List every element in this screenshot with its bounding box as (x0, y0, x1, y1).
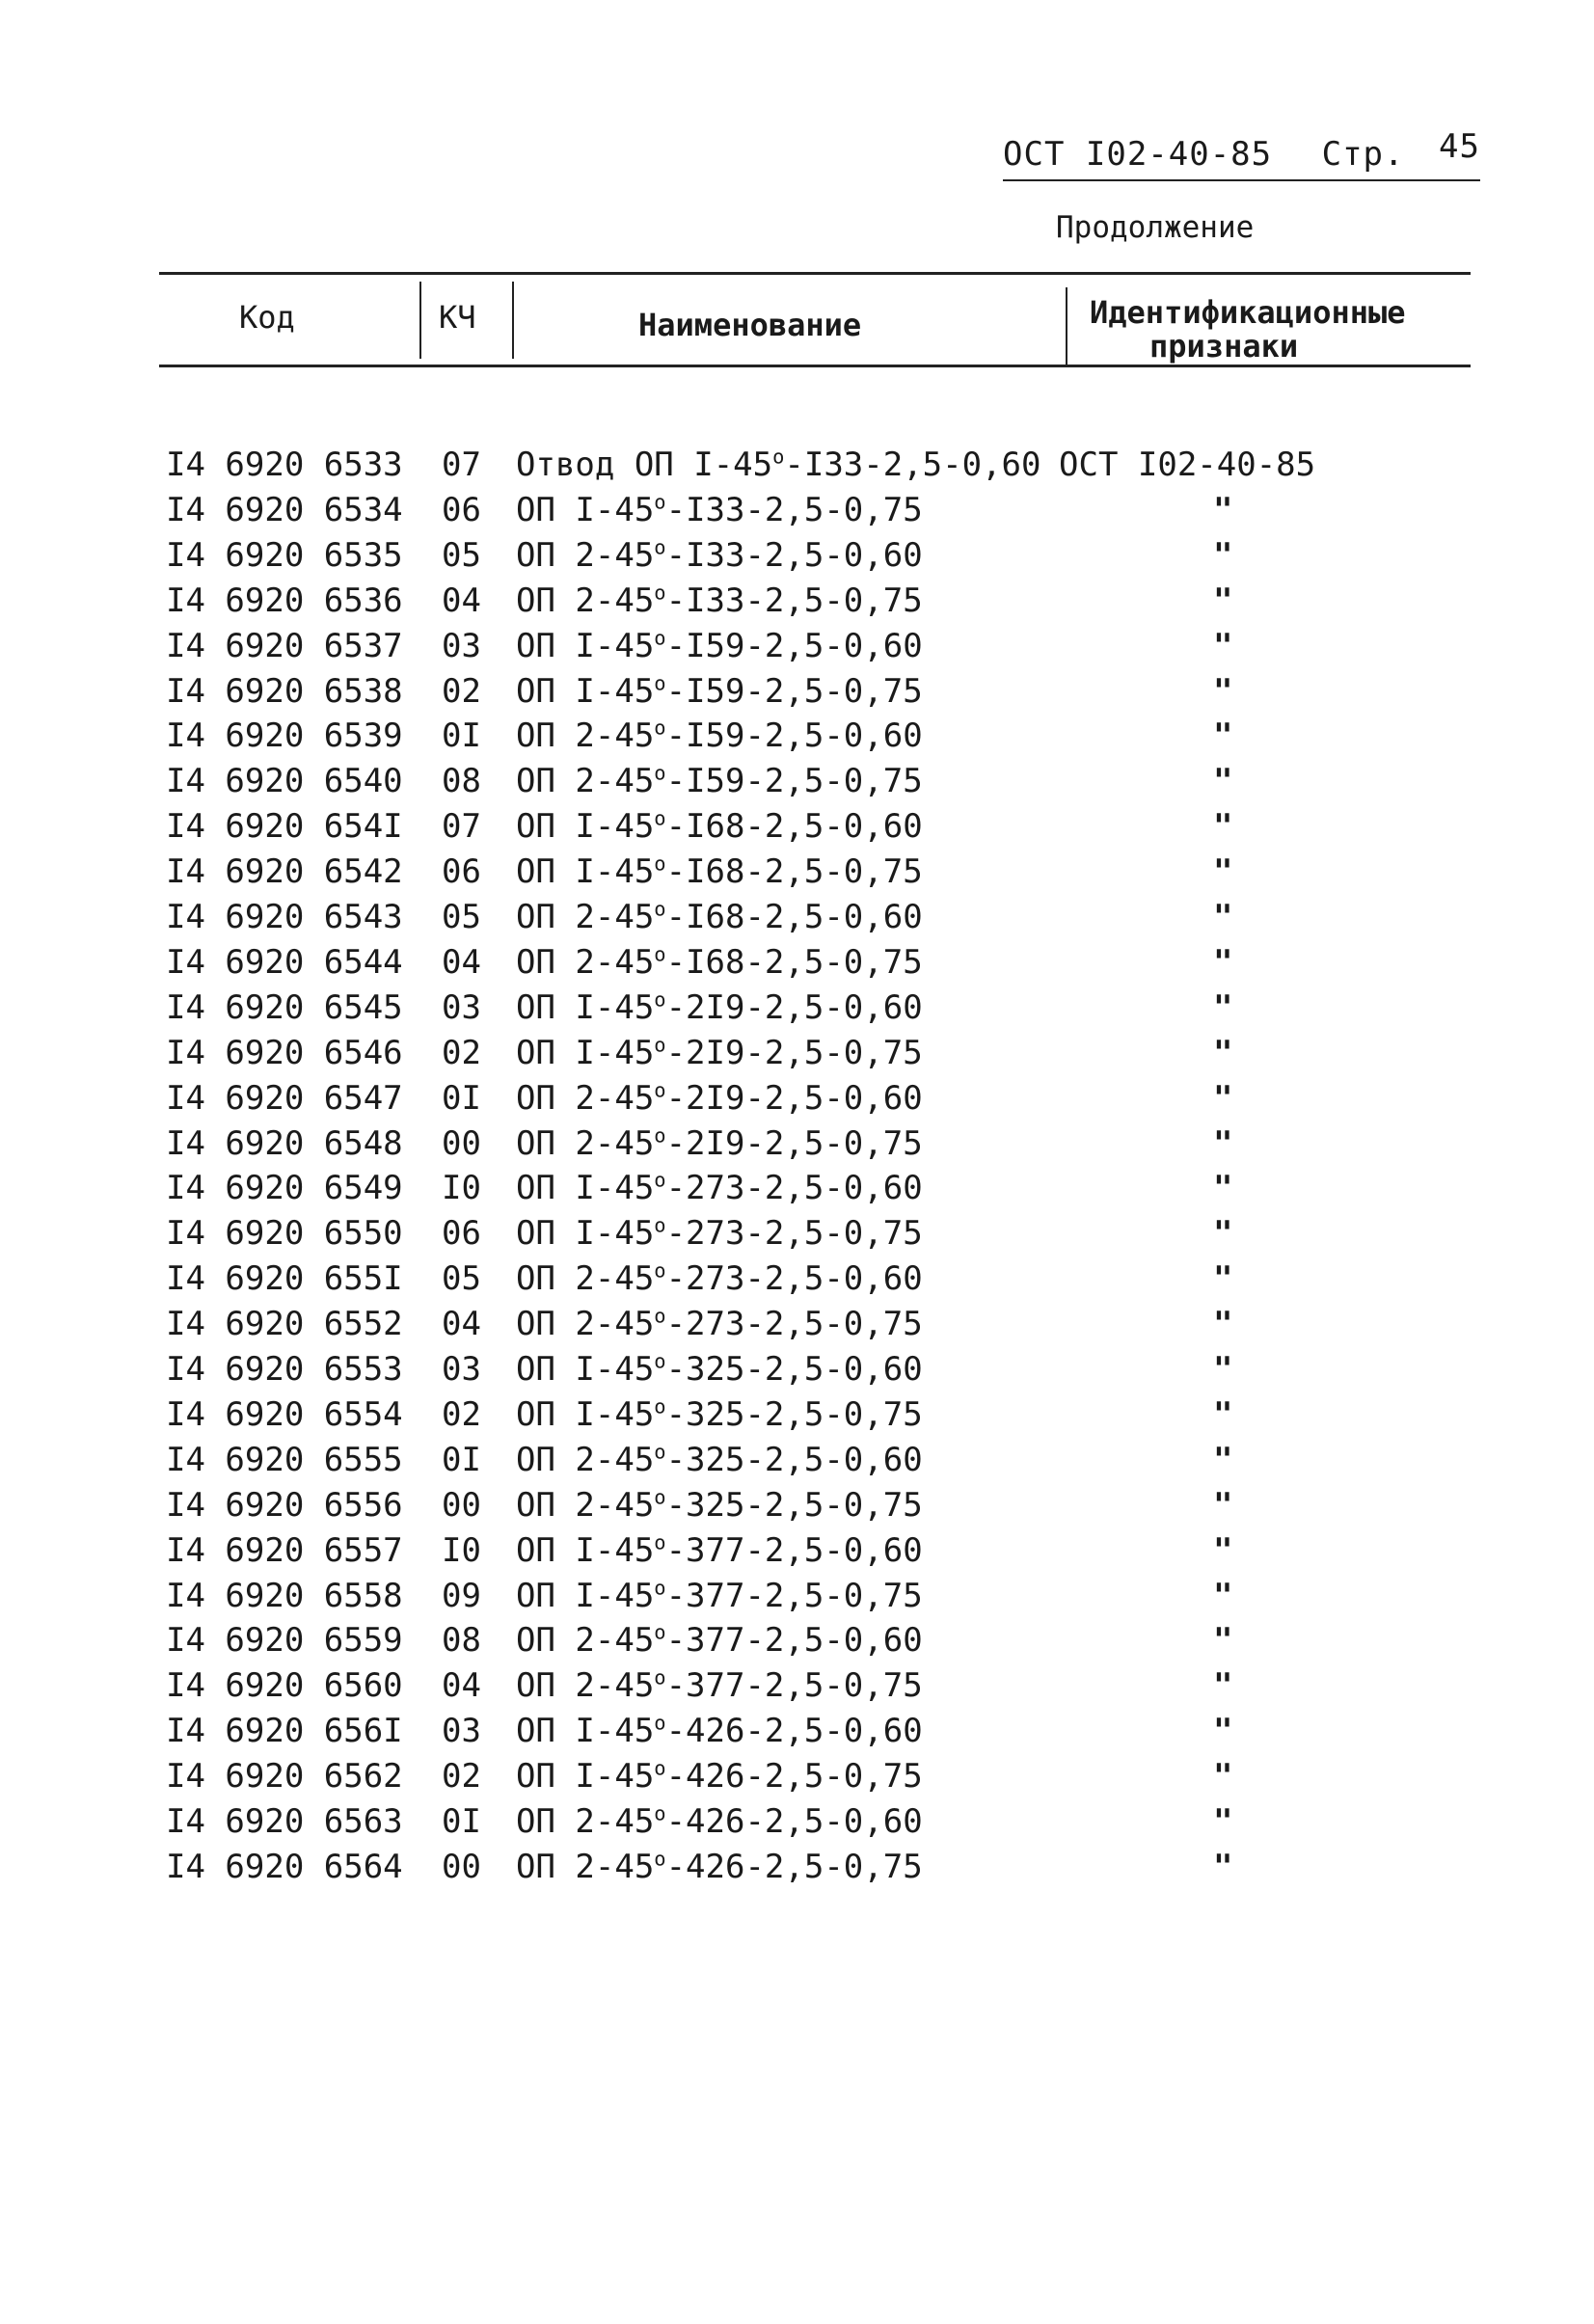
ditto-mark: " (1213, 535, 1233, 575)
row-code: I4 6920 6555 (166, 1440, 403, 1479)
row-kch: 02 (442, 1394, 481, 1434)
row-name (516, 1757, 923, 1796)
degree-mark: о (654, 1123, 666, 1148)
row-name-prefix: ОП I-45 (516, 1214, 655, 1254)
row-name-suffix: -2I9-2,5-0,60 (665, 987, 923, 1027)
row-name-prefix: ОП 2-45 (516, 1847, 655, 1886)
ditto-mark: " (1213, 1576, 1233, 1615)
ditto-mark: " (1213, 1394, 1233, 1434)
row-code: I4 6920 6537 (166, 626, 403, 665)
row-code: I4 6920 6542 (166, 852, 403, 892)
row-name-prefix: ОП I-45 (516, 1712, 655, 1751)
ditto-mark: " (1213, 1847, 1233, 1886)
table-row (0, 1802, 1594, 1848)
row-name-suffix: -I59-2,5-0,75 (665, 671, 923, 711)
row-code: I4 6920 6553 (166, 1350, 403, 1389)
row-name (516, 491, 923, 529)
row-code: I4 6920 6549 (166, 1169, 403, 1208)
ditto-mark: " (1213, 626, 1233, 665)
row-name (516, 1079, 923, 1118)
row-name (516, 1124, 923, 1163)
table-row (0, 1395, 1594, 1441)
row-name-suffix: -I59-2,5-0,60 (665, 716, 923, 756)
row-name-prefix: ОП I-45 (516, 1033, 655, 1072)
row-kch: 00 (442, 1123, 481, 1163)
row-name-prefix: ОП 2-45 (516, 762, 655, 801)
row-name-suffix: -325-2,5-0,60 (665, 1350, 923, 1389)
row-code: I4 6920 6559 (166, 1621, 403, 1661)
table-row (0, 1712, 1594, 1757)
table-row (0, 1214, 1594, 1259)
row-code: I4 6920 6558 (166, 1576, 403, 1615)
ditto-mark: " (1213, 716, 1233, 756)
ditto-mark: " (1213, 1757, 1233, 1797)
row-code: I4 6920 6543 (166, 898, 403, 936)
row-name (516, 1577, 923, 1615)
table-row (0, 1034, 1594, 1079)
table-row (0, 762, 1594, 807)
table-row (0, 1124, 1594, 1170)
column-header-code: Код (239, 299, 295, 336)
row-name (516, 1169, 923, 1207)
row-name (516, 581, 923, 620)
row-code: I4 6920 6544 (166, 942, 403, 982)
table-row (0, 1169, 1594, 1214)
row-name (516, 852, 923, 891)
row-code: I4 6920 6557 (166, 1530, 403, 1570)
degree-mark: о (654, 761, 666, 785)
ditto-mark: " (1213, 898, 1233, 936)
row-kch: 06 (442, 852, 481, 892)
row-name-suffix: -I68-2,5-0,75 (665, 942, 923, 982)
standard-ref: ОСТ I02-40-85 (1003, 135, 1273, 174)
degree-mark: о (654, 1213, 666, 1237)
ditto-mark: " (1213, 1621, 1233, 1661)
row-name (516, 672, 923, 711)
row-name (516, 627, 923, 665)
ditto-mark: " (1213, 1305, 1233, 1344)
row-code: I4 6920 6547 (166, 1078, 403, 1118)
row-name-suffix: -I33-2,5-0,75 (665, 490, 923, 529)
table-row (0, 536, 1594, 581)
degree-mark: о (654, 1169, 666, 1193)
row-code: I4 6920 6552 (166, 1305, 403, 1344)
row-name (516, 1848, 923, 1886)
degree-mark: о (654, 1349, 666, 1373)
table-row (0, 1079, 1594, 1124)
row-kch: 03 (442, 626, 481, 665)
row-kch: 08 (442, 762, 481, 801)
table-row (0, 627, 1594, 672)
row-name-suffix: -377-2,5-0,75 (665, 1576, 923, 1615)
row-name-suffix: -426-2,5-0,60 (665, 1712, 923, 1751)
column-header-kch: КЧ (439, 299, 476, 336)
ditto-mark: " (1213, 1214, 1233, 1254)
table-row (0, 852, 1594, 898)
row-name-prefix: ОП I-45 (516, 987, 655, 1027)
ditto-mark: " (1213, 852, 1233, 892)
row-code: I4 6920 6563 (166, 1802, 403, 1841)
row-kch: I0 (442, 1169, 481, 1208)
row-name-prefix: ОП I-45 (516, 1394, 655, 1434)
row-name-suffix: -2I9-2,5-0,75 (665, 1123, 923, 1163)
row-kch: 06 (442, 1214, 481, 1254)
ditto-mark: " (1213, 671, 1233, 711)
degree-mark: о (654, 1304, 666, 1328)
table-row (0, 581, 1594, 627)
row-name-suffix: -I33-2,5-0,60 (784, 446, 1041, 484)
ditto-mark: " (1213, 1169, 1233, 1208)
row-code: I4 6920 6564 (166, 1847, 403, 1886)
row-kch: 00 (442, 1485, 481, 1525)
row-name-prefix: ОП 2-45 (516, 898, 655, 936)
row-name (516, 762, 923, 800)
row-name-suffix: -273-2,5-0,75 (665, 1305, 923, 1344)
row-kch: 0I (442, 1802, 481, 1841)
row-name-prefix: ОП I-45 (516, 671, 655, 711)
degree-mark: о (654, 1621, 666, 1645)
degree-mark: о (654, 1576, 666, 1600)
table-row (0, 943, 1594, 988)
table-row (0, 1621, 1594, 1666)
table-top-rule (159, 272, 1471, 275)
ditto-mark: " (1213, 987, 1233, 1027)
table-row (0, 807, 1594, 852)
table-row (0, 1441, 1594, 1486)
page-label: Стр. (1321, 135, 1405, 174)
row-code: I4 6920 6540 (166, 762, 403, 801)
degree-mark: о (654, 1756, 666, 1780)
row-kch: 03 (442, 1350, 481, 1389)
row-kch: 05 (442, 898, 481, 936)
degree-mark: о (654, 716, 666, 741)
row-name-prefix: ОП I-45 (516, 1169, 655, 1208)
ditto-mark: " (1213, 762, 1233, 801)
row-name-prefix: ОП 2-45 (516, 1621, 655, 1661)
row-name-prefix: ОП I-45 (516, 1576, 655, 1615)
row-kch: 05 (442, 535, 481, 575)
page-number: 45 (1438, 127, 1480, 166)
degree-mark: о (654, 1530, 666, 1554)
row-name-prefix: ОП 2-45 (516, 1485, 655, 1525)
row-name (516, 1034, 923, 1072)
row-name-prefix: ОП 2-45 (516, 1078, 655, 1118)
row-code: I4 6920 6536 (166, 581, 403, 620)
row-kch: 04 (442, 581, 481, 620)
row-name-suffix: -I68-2,5-0,75 (665, 852, 923, 892)
row-kch: I0 (442, 1530, 481, 1570)
row-kch: 09 (442, 1576, 481, 1615)
table-header-bottom-rule (159, 365, 1471, 367)
ditto-mark: " (1213, 1033, 1233, 1072)
column-header-name: Наименование (638, 307, 862, 343)
row-kch: 0I (442, 1440, 481, 1479)
row-kch: 02 (442, 1757, 481, 1797)
row-name (516, 807, 923, 846)
row-name (516, 1350, 923, 1389)
row-name-suffix: -I68-2,5-0,60 (665, 807, 923, 847)
row-name-prefix: ОП 2-45 (516, 1666, 655, 1706)
table-row (0, 1757, 1594, 1802)
column-header-identification-2: признаки (1149, 328, 1299, 365)
row-name (516, 1214, 923, 1253)
row-kch: 05 (442, 1259, 481, 1299)
row-kch: 02 (442, 671, 481, 711)
table-row (0, 716, 1594, 762)
column-header-identification-1: Идентификационные (1090, 294, 1406, 331)
row-kch: 07 (442, 807, 481, 847)
row-name-suffix: -377-2,5-0,75 (665, 1666, 923, 1706)
degree-mark: о (654, 1801, 666, 1825)
ditto-mark: " (1213, 1485, 1233, 1525)
row-kch: 03 (442, 1712, 481, 1751)
row-code: I4 6920 6538 (166, 671, 403, 711)
table-row (0, 1350, 1594, 1395)
row-name-prefix: ОП 2-45 (516, 1440, 655, 1479)
degree-mark: о (654, 671, 666, 695)
degree-mark: о (654, 490, 666, 514)
degree-mark: о (654, 1440, 666, 1464)
row-name-suffix: -426-2,5-0,75 (665, 1757, 923, 1797)
degree-mark: о (654, 1711, 666, 1735)
table-row (0, 988, 1594, 1034)
degree-mark: о (654, 942, 666, 966)
degree-mark: о (654, 897, 666, 921)
row-kch: 00 (442, 1847, 481, 1886)
table-row (0, 1305, 1594, 1350)
row-name (516, 1621, 923, 1660)
table-row (0, 1848, 1594, 1893)
row-name-prefix: ОП 2-45 (516, 535, 655, 575)
row-name-suffix: -I59-2,5-0,60 (665, 626, 923, 665)
row-name (516, 1305, 923, 1343)
row-name-suffix: -I33-2,5-0,75 (665, 581, 923, 620)
row-name (516, 943, 923, 982)
row-code: I4 6920 6533 (166, 446, 403, 484)
row-name-suffix: -273-2,5-0,75 (665, 1214, 923, 1254)
degree-mark: о (654, 806, 666, 830)
row-name-suffix: -2I9-2,5-0,60 (665, 1078, 923, 1118)
row-code: I4 6920 655I (166, 1259, 403, 1299)
row-kch: 02 (442, 1033, 481, 1072)
standard-header (1003, 127, 1480, 174)
table-row (0, 491, 1594, 536)
row-name-suffix: -325-2,5-0,75 (665, 1485, 923, 1525)
row-name-suffix: -273-2,5-0,60 (665, 1169, 923, 1208)
row-code: I4 6920 6535 (166, 535, 403, 575)
row-code: I4 6920 654I (166, 807, 403, 847)
row-name-prefix: ОП I-45 (516, 1350, 655, 1389)
row-name-suffix: -I59-2,5-0,75 (665, 762, 923, 801)
row-name (516, 1531, 923, 1570)
degree-mark: о (654, 1847, 666, 1871)
row-code: I4 6920 6534 (166, 490, 403, 529)
ditto-mark: " (1213, 807, 1233, 847)
column-divider-1 (419, 282, 421, 359)
row-code: I4 6920 6562 (166, 1757, 403, 1797)
row-kch: 04 (442, 1666, 481, 1706)
row-name-prefix: ОП 2-45 (516, 1802, 655, 1841)
row-name (516, 446, 1041, 484)
degree-mark: о (654, 581, 666, 605)
table-row (0, 672, 1594, 717)
row-code: I4 6920 6548 (166, 1123, 403, 1163)
degree-mark: о (654, 1033, 666, 1057)
row-kch: 0I (442, 716, 481, 756)
row-code: I4 6920 6550 (166, 1214, 403, 1254)
ditto-mark: " (1213, 1123, 1233, 1163)
row-name-suffix: -325-2,5-0,60 (665, 1440, 923, 1479)
row-kch: 03 (442, 987, 481, 1027)
continuation-label: Продолжение (1056, 210, 1255, 245)
row-name-prefix: ОП I-45 (516, 626, 655, 665)
row-kch: 04 (442, 1305, 481, 1344)
table-row (0, 1666, 1594, 1712)
row-name-suffix: -2I9-2,5-0,75 (665, 1033, 923, 1072)
row-code: I4 6920 6545 (166, 987, 403, 1027)
degree-mark: о (654, 1394, 666, 1419)
row-name (516, 1259, 923, 1298)
degree-mark: о (654, 1665, 666, 1689)
row-name-prefix: ОП 2-45 (516, 581, 655, 620)
row-code: I4 6920 6560 (166, 1666, 403, 1706)
row-name-suffix: -325-2,5-0,75 (665, 1394, 923, 1434)
header-underline (1003, 179, 1480, 181)
row-name-prefix: ОП I-45 (516, 852, 655, 892)
row-kch: 07 (442, 446, 481, 484)
degree-mark: о (654, 626, 666, 650)
degree-mark: о (654, 851, 666, 876)
row-code: I4 6920 6556 (166, 1485, 403, 1525)
column-divider-2 (512, 282, 514, 359)
row-name-suffix: -426-2,5-0,75 (665, 1847, 923, 1886)
row-name-prefix: Отвод ОП I-45 (516, 446, 773, 484)
degree-mark: о (654, 1485, 666, 1509)
row-name (516, 1802, 923, 1841)
ditto-mark: " (1213, 1666, 1233, 1706)
row-name (516, 536, 923, 575)
table-row (0, 1531, 1594, 1577)
row-code: I4 6920 6554 (166, 1394, 403, 1434)
ditto-mark: " (1213, 942, 1233, 982)
column-divider-3 (1066, 287, 1067, 365)
ditto-mark: " (1213, 1259, 1233, 1299)
row-name-prefix: ОП I-45 (516, 490, 655, 529)
row-name-suffix: -426-2,5-0,60 (665, 1802, 923, 1841)
row-name-suffix: -377-2,5-0,60 (665, 1621, 923, 1661)
table-row (0, 1259, 1594, 1305)
degree-mark: о (772, 445, 785, 469)
ditto-mark: " (1213, 1530, 1233, 1570)
row-kch: 08 (442, 1621, 481, 1661)
row-name-prefix: ОП 2-45 (516, 1259, 655, 1299)
degree-mark: о (654, 987, 666, 1012)
ditto-mark: " (1213, 1350, 1233, 1389)
table-row (0, 1486, 1594, 1531)
ditto-mark: " (1213, 1712, 1233, 1751)
row-name (516, 898, 923, 936)
row-name (516, 716, 923, 755)
row-name-prefix: ОП I-45 (516, 1530, 655, 1570)
ditto-mark: " (1213, 581, 1233, 620)
row-kch: 0I (442, 1078, 481, 1118)
row-name (516, 1486, 923, 1525)
table-row (0, 446, 1594, 491)
row-name-prefix: ОП I-45 (516, 807, 655, 847)
ditto-mark: " (1213, 1078, 1233, 1118)
row-name-prefix: ОП 2-45 (516, 1305, 655, 1344)
degree-mark: о (654, 535, 666, 559)
row-name-prefix: ОП 2-45 (516, 942, 655, 982)
row-name (516, 1666, 923, 1705)
row-name-suffix: -273-2,5-0,60 (665, 1259, 923, 1299)
row-code: I4 6920 6539 (166, 716, 403, 756)
table-row (0, 1577, 1594, 1622)
row-kch: 06 (442, 490, 481, 529)
row-name-prefix: ОП 2-45 (516, 716, 655, 756)
row-name-suffix: -377-2,5-0,60 (665, 1530, 923, 1570)
ditto-mark: " (1213, 490, 1233, 529)
row-name (516, 1712, 923, 1750)
ditto-mark: " (1213, 1440, 1233, 1479)
row-name-prefix: ОП 2-45 (516, 1123, 655, 1163)
row-identification: ОСТ I02-40-85 (1059, 446, 1316, 484)
row-name (516, 988, 923, 1027)
row-code: I4 6920 656I (166, 1712, 403, 1751)
row-name-prefix: ОП I-45 (516, 1757, 655, 1797)
row-name (516, 1395, 923, 1434)
row-name-suffix: -I68-2,5-0,60 (665, 898, 923, 936)
row-kch: 04 (442, 942, 481, 982)
row-code: I4 6920 6546 (166, 1033, 403, 1072)
degree-mark: о (654, 1078, 666, 1102)
row-name-suffix: -I33-2,5-0,60 (665, 535, 923, 575)
row-name (516, 1441, 923, 1479)
ditto-mark: " (1213, 1802, 1233, 1841)
table-row (0, 898, 1594, 943)
degree-mark: о (654, 1258, 666, 1283)
